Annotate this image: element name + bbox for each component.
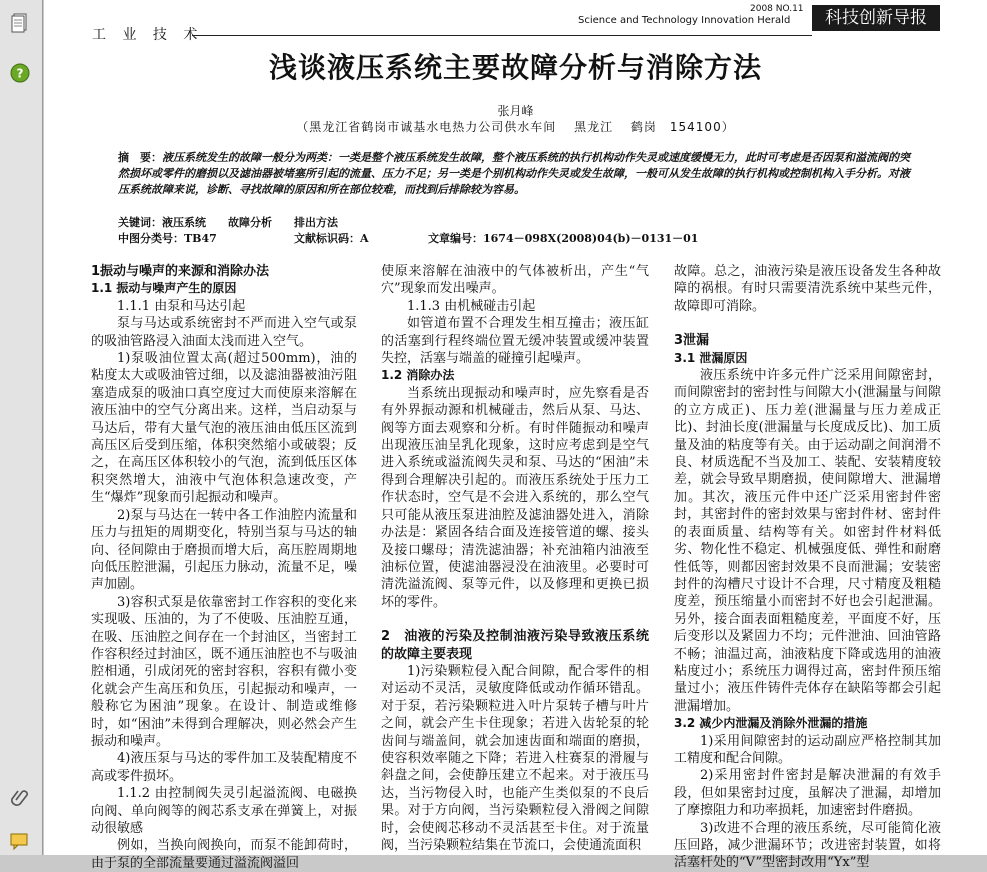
heading-1-2: 1.2 消除办法 bbox=[381, 368, 455, 383]
paragraph: 当系统出现振动和噪声时，应先察看是否有外界振动源和机械碰击，然后从泵、马达、阀等方面去观察和分析。有时伴随振动和噪声出现液压油呈乳化现象，这时应考虑到是空气进入系统或溢流阀失灵和泵、马达的“困油”未得到合理解决引起的。而液压系统处于压力工作状态时，空气是不会进入系统的，那么空气只可能从液压泵进油腔及滤油器处进入，消除办法是：紧固各结合面及连接管道的螺、接头及接口螺母；清洗滤油器；补充油箱内油液至油标位置，使滤油器浸没在油液里。必要时可清洗溢流阀、泵等元件，以及修理和更换已损坏的零件。 bbox=[381, 385, 649, 610]
article-number: 文章编号：1674－098X(2008)04(b)－0131－01 bbox=[428, 232, 699, 245]
paragraph: 泵与马达或系统密封不严而进入空气或泵的吸油管路浸入油面太浅而进入空气。 bbox=[91, 316, 357, 349]
abstract-label: 摘 要： bbox=[118, 151, 162, 164]
heading-1: 1振动与噪声的来源和消除办法 bbox=[91, 264, 270, 279]
column-3 bbox=[674, 263, 941, 872]
journal-name-badge: 科技创新导报 bbox=[812, 5, 940, 31]
pages-icon[interactable] bbox=[9, 12, 31, 34]
heading-3-1: 3.1 泄漏原因 bbox=[674, 350, 748, 365]
author: 张月峰 bbox=[497, 104, 534, 118]
paragraph: 故障。总之，油液污染是液压设备发生各种故障的祸根。有时只需要清洗系统中某些元件，故障即可消除。 bbox=[674, 264, 941, 314]
paragraph: 使原来溶解在油液中的气体被析出，产生“气穴”现象而发出噪声。 bbox=[381, 264, 649, 297]
viewer-sidebar bbox=[0, 0, 43, 855]
paragraph: 3)改进不合理的液压系统，尽可能简化液压回路，减少泄漏环节；改进密封装置，如将活塞杆处的“V”型密封改用“Yx”型 bbox=[674, 820, 941, 871]
clc-number: 中图分类号：TB47 bbox=[118, 232, 217, 245]
comment-icon[interactable] bbox=[9, 830, 31, 852]
classification bbox=[118, 230, 938, 246]
spacer bbox=[674, 315, 941, 332]
paragraph: 液压系统中许多元件广泛采用间隙密封，而间隙密封的密封性与间隙大小(泄漏量与间隙的立方成正)、压力差(泄漏量与压力差成正比)、封油长度(泄漏量与长度成反比)、加工质量及油的粘度等有关。由于运动副之间润滑不良、材质选配不当及加工、装配、安装精度较差，就会导致早期磨损，使间隙增大、泄漏增加。其次，液压元件中还广泛采用密封件密封，其密封件的密封效果与密封件材、密封件的表面质量、结构等有关。如密封件材料低劣、物化性不稳定、机械强度低、弹性和耐磨性低等，则都因密封效果不良而泄漏；安装密封件的沟槽尺寸设计不合理，尺寸精度及粗糙度差，预压缩量小而密封不好也会引起泄漏。另外，接合面表面粗糙度差，平面度不好，压后变形以及紧固力不均；元件泄油、回油管路不畅；油温过高，油液粘度下降或选用的油液粘度过小；系统压力调得过高，密封件预压缩量过小；液压件铸件壳体存在缺陷等都会引起泄漏增加。 bbox=[674, 368, 941, 714]
paragraph: 1)污染颗粒侵入配合间隙，配合零件的相对运动不灵活，灵敏度降低或动作循环错乱。对于泵，若污染颗粒进入叶片泵转子槽与叶片之间，就会产生卡住现象；若进入齿轮泵的轮齿间与端盖间，就会加速齿面和端面的磨损，使容积效率随之下降；若进入柱赛泵的滑履与斜盘之间，会使静压建立不起来。对于液压马达，当污物侵入时，也能产生类似泵的不良后果。对于方向阀，当污染颗粒侵入滑阀之间隙时，会使阀芯移动不灵活甚至卡住。对于流量阀，当污染颗粒结集在节流口，会使通流面积 bbox=[381, 663, 649, 853]
document-code: 文献标识码：A bbox=[294, 232, 369, 245]
heading-1-1-3: 1.1.3 由机械碰击引起 bbox=[407, 298, 536, 314]
heading-3: 3泄漏 bbox=[674, 333, 710, 349]
paper-page bbox=[44, 0, 987, 871]
paper-title: 浅谈液压系统主要故障分析与消除方法 bbox=[268, 51, 762, 84]
abstract bbox=[118, 150, 918, 198]
column-2 bbox=[381, 263, 649, 854]
paragraph: 1)采用间隙密封的运动副应严格控制其加工精度和配合间隙。 bbox=[674, 733, 941, 766]
journal-name-en: Science and Technology Innovation Herald bbox=[578, 15, 791, 26]
help-icon[interactable] bbox=[9, 62, 31, 84]
paragraph: 2)泵与马达在一转中各工作油腔内流量和压力与扭矩的周期变化，特别当泵与马达的轴向、径间隙由于磨损而增大后，高压腔周期地向低压腔泄漏，引起压力脉动，流量不足，噪声加剧。 bbox=[91, 507, 357, 593]
paragraph: 2)采用密封件密封是解决泄漏的有效手段，但如果密封过度，虽解决了泄漏，却增加了摩擦阻力和功率损耗，加速密封件磨损。 bbox=[674, 768, 941, 819]
spacer bbox=[381, 611, 649, 628]
header-rule bbox=[192, 35, 812, 36]
heading-1-1-1: 1.1.1 由泵和马达引起 bbox=[117, 298, 246, 314]
section-label: 工 业 技 术 bbox=[92, 27, 204, 43]
issue-number: 2008 NO.11 bbox=[750, 4, 804, 14]
heading-1-1: 1.1 振动与噪声产生的原因 bbox=[91, 281, 237, 296]
paragraph: 3)容积式泵是依靠密封工作容积的变化来实现吸、压油的，为了不使吸、压油腔互通，在吸、压油腔之间存在一个封油区，当密封工作容积经过封油区，既不通压油腔也不与吸油腔相通，引成闭死的密封容积，容积有微小变化就会产生高压和负压，引起振动和噪声，一般称它为困油”现象。在设计、制造或维修时，如“困油”未得到合理解决，则必然会产生振动和噪声。 bbox=[91, 594, 357, 749]
abstract-text: 液压系统发生的故障一般分为两类：一类是整个液压系统发生故障，整个液压系统的执行机构动作失灵或速度缓慢无力，此时可考虑是否因泵和溢流阀的突然损坏或零件的磨损以及滤油器被堵塞所引起的流量、压力不足；另一类是个别机构动作失灵或发生故障，一般可从发生故障的执行机构或控制机构入手分析。对液压系统故障来说，诊断、寻找故障的原因和所在部位较难，而找到后排除较为容易。 bbox=[118, 151, 910, 196]
paragraph: 如管道布置不合理发生相互撞击；液压缸的活塞到行程终端位置无缓冲装置或缓冲装置失控，活塞与端盖的碰撞引起噪声。 bbox=[381, 316, 649, 367]
keywords: 关键词：液压系统 故障分析 排出方法 bbox=[118, 216, 338, 229]
column-1 bbox=[91, 263, 357, 872]
heading-2: 2 油液的污染及控制油液污染导致液压系统的故障主要表现 bbox=[381, 629, 649, 662]
paragraph: 1)泵吸油位置太高(超过500mm)，油的粘度太大或吸油管过细，以及滤油器被油污阻塞造成泵的吸油口真空度过大而使原来溶解在液压油中的空气分离出来。这样，当启动泵与马达后，带有大量气泡的液压油由低压区流到高压区后受到压缩，体积突然缩小或破裂；反之，在高压区体积较小的气泡，流到低压区体积突然增大，油液中气泡体积急速改变，产生“爆炸”现象而引起振动和噪声。 bbox=[91, 351, 357, 506]
heading-3-2: 3.2 减少内泄漏及消除外泄漏的措施 bbox=[674, 716, 868, 731]
paragraph: 例如，当换向阀换向，而泵不能卸荷时，由于泵的全部流量要通过溢流阀溢回 bbox=[91, 838, 357, 871]
paperclip-icon[interactable] bbox=[9, 786, 31, 808]
heading-1-1-2: 1.1.2 由控制阀失灵引起溢流阀、电磁换向阀、单向阀等的阀芯系支承在弹簧上，对振动很敏感 bbox=[91, 786, 357, 836]
affiliation: （黑龙江省鹤岗市诚基水电热力公司供水车间 黑龙江 鹤岗 154100） bbox=[296, 120, 735, 134]
svg-text:?: ? bbox=[16, 66, 24, 81]
paragraph: 4)液压泵与马达的零件加工及装配精度不高或零件损坏。 bbox=[91, 751, 357, 784]
